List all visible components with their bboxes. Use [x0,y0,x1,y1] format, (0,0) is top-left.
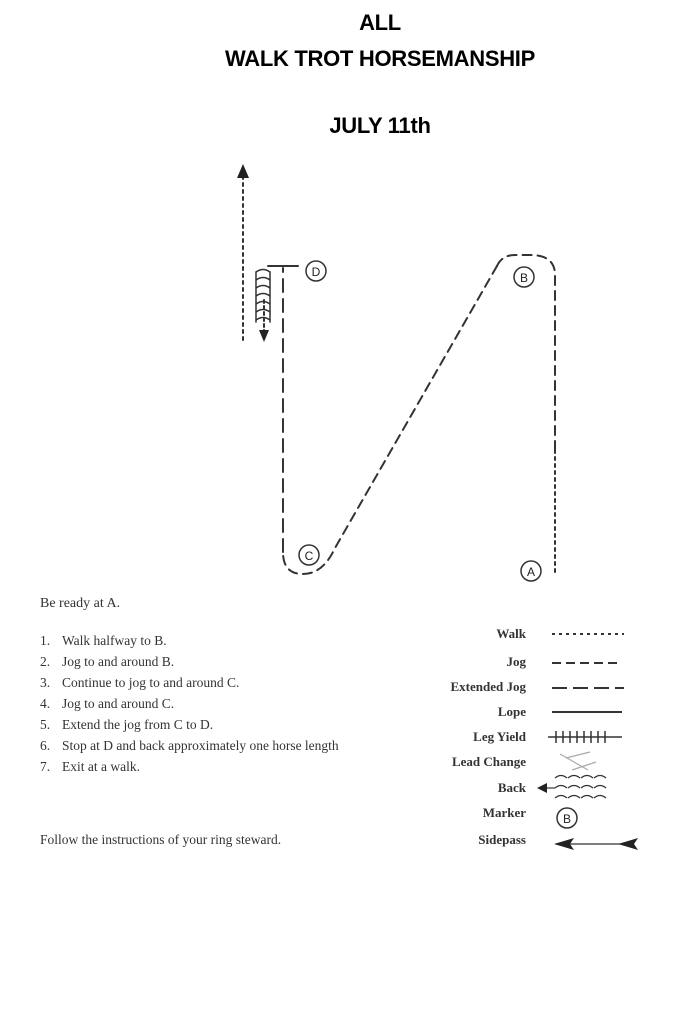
jog-path-diagonal-b-to-c [283,266,497,574]
legend-label-leg-yield: Leg Yield [473,729,526,744]
instruction-steps [40,630,362,777]
marker-d-label: D [311,265,321,279]
marker-c-label: C [304,549,314,563]
legend-back-arrowhead [537,783,547,793]
legend-sidepass-right-arrowhead [618,838,638,850]
legend-label-extended-jog: Extended Jog [450,679,526,694]
legend-leg-yield-symbol [548,731,622,743]
list-item: 2. Jog to and around B. [40,654,175,669]
intro-text: Be ready at A. [40,596,121,611]
list-item: 6. Stop at D and back approximately one horse length [40,738,339,753]
title-line-1: ALL [359,10,401,35]
legend-back-symbol [540,776,606,799]
marker-a [521,561,541,581]
list-item: 4. Jog to and around C. [40,696,175,711]
legend-marker-symbol [557,808,577,828]
legend-lead-change-symbol [560,752,596,770]
list-item: 7. Exit at a walk. [40,759,140,774]
legend-marker-symbol-label: B [562,812,572,826]
legend-label-lope: Lope [497,704,526,719]
marker-d [306,261,326,281]
marker-a-label: A [526,565,536,579]
marker-c [299,545,319,565]
ring-steward-note: Follow the instructions of your ring steward. [40,832,282,847]
list-item: 5. Extend the jog from C to D. [40,717,214,732]
list-item: 3. Continue to jog to and around C. [40,675,240,690]
exit-arrowhead [237,164,249,178]
list-item: 1. Walk halfway to B. [40,633,167,648]
legend-label-jog: Jog [506,654,526,669]
legend-label-sidepass: Sidepass [478,832,526,847]
marker-b-label: B [519,271,529,285]
marker-b [514,267,534,287]
back-arrowhead [259,330,269,342]
date-title: JULY 11th [329,113,431,138]
legend-label-walk: Walk [496,626,526,641]
legend-label-lead-change: Lead Change [451,754,526,769]
legend-label-back: Back [497,780,526,795]
title-line-2: WALK TROT HORSEMANSHIP [225,46,535,71]
legend-label-marker: Marker [482,805,526,820]
